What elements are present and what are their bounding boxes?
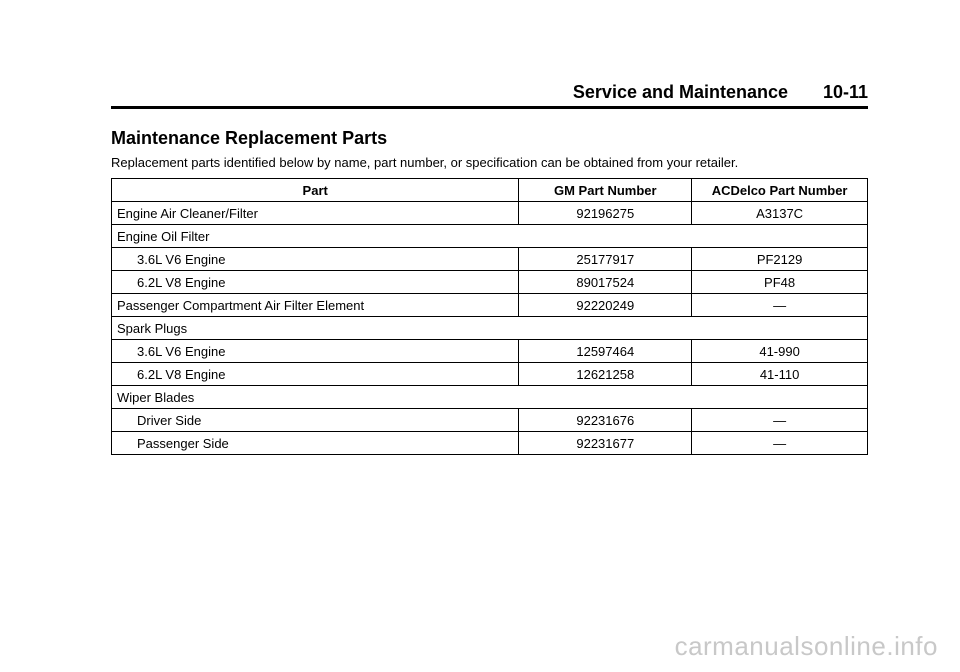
acdelco-part-number: — (692, 432, 868, 455)
section-title: Maintenance Replacement Parts (111, 128, 388, 148)
acdelco-part-number: A3137C (692, 202, 868, 225)
table-row (112, 432, 868, 455)
table-row (112, 294, 868, 317)
table-row (112, 202, 868, 225)
acdelco-part-number: — (692, 294, 868, 317)
parts-table (111, 178, 868, 455)
gm-part-number: 92220249 (519, 294, 692, 317)
table-row (112, 340, 868, 363)
part-group-name: Spark Plugs (112, 317, 868, 340)
acdelco-part-number: 41-990 (692, 340, 868, 363)
intro-text: Replacement parts identified below by name, part number, or specification can be obtained from your retailer. (111, 155, 739, 170)
acdelco-part-number: PF2129 (692, 248, 868, 271)
header-title: Service and Maintenance (572, 82, 788, 102)
table-row (112, 363, 868, 386)
part-name: Engine Air Cleaner/Filter (112, 202, 519, 225)
gm-part-number: 92231677 (519, 432, 692, 455)
acdelco-part-number: — (692, 409, 868, 432)
gm-part-number: 92231676 (519, 409, 692, 432)
column-header-part: Part (112, 179, 519, 202)
table-row (112, 271, 868, 294)
gm-part-number: 12597464 (519, 340, 692, 363)
acdelco-part-number: PF48 (692, 271, 868, 294)
part-name: Driver Side (112, 409, 519, 432)
part-name: 6.2L V8 Engine (112, 271, 519, 294)
table-row (112, 409, 868, 432)
column-header-acdelco-part-number: ACDelco Part Number (692, 179, 868, 202)
part-group-name: Wiper Blades (112, 386, 868, 409)
part-name: 6.2L V8 Engine (112, 363, 519, 386)
part-name: 3.6L V6 Engine (112, 248, 519, 271)
gm-part-number: 89017524 (519, 271, 692, 294)
part-group-name: Engine Oil Filter (112, 225, 868, 248)
gm-part-number: 25177917 (519, 248, 692, 271)
page-header (111, 80, 868, 109)
table-group-row (112, 317, 868, 340)
table-group-row (112, 386, 868, 409)
gm-part-number: 12621258 (519, 363, 692, 386)
column-header-gm-part-number: GM Part Number (519, 179, 692, 202)
page-number: 10-11 (822, 82, 868, 102)
table-row (112, 248, 868, 271)
acdelco-part-number: 41-110 (692, 363, 868, 386)
part-name: 3.6L V6 Engine (112, 340, 519, 363)
part-name: Passenger Compartment Air Filter Element (112, 294, 519, 317)
part-name: Passenger Side (112, 432, 519, 455)
gm-part-number: 92196275 (519, 202, 692, 225)
watermark: carmanualsonline.info (674, 631, 938, 661)
table-group-row (112, 225, 868, 248)
table-header-row (112, 179, 868, 202)
